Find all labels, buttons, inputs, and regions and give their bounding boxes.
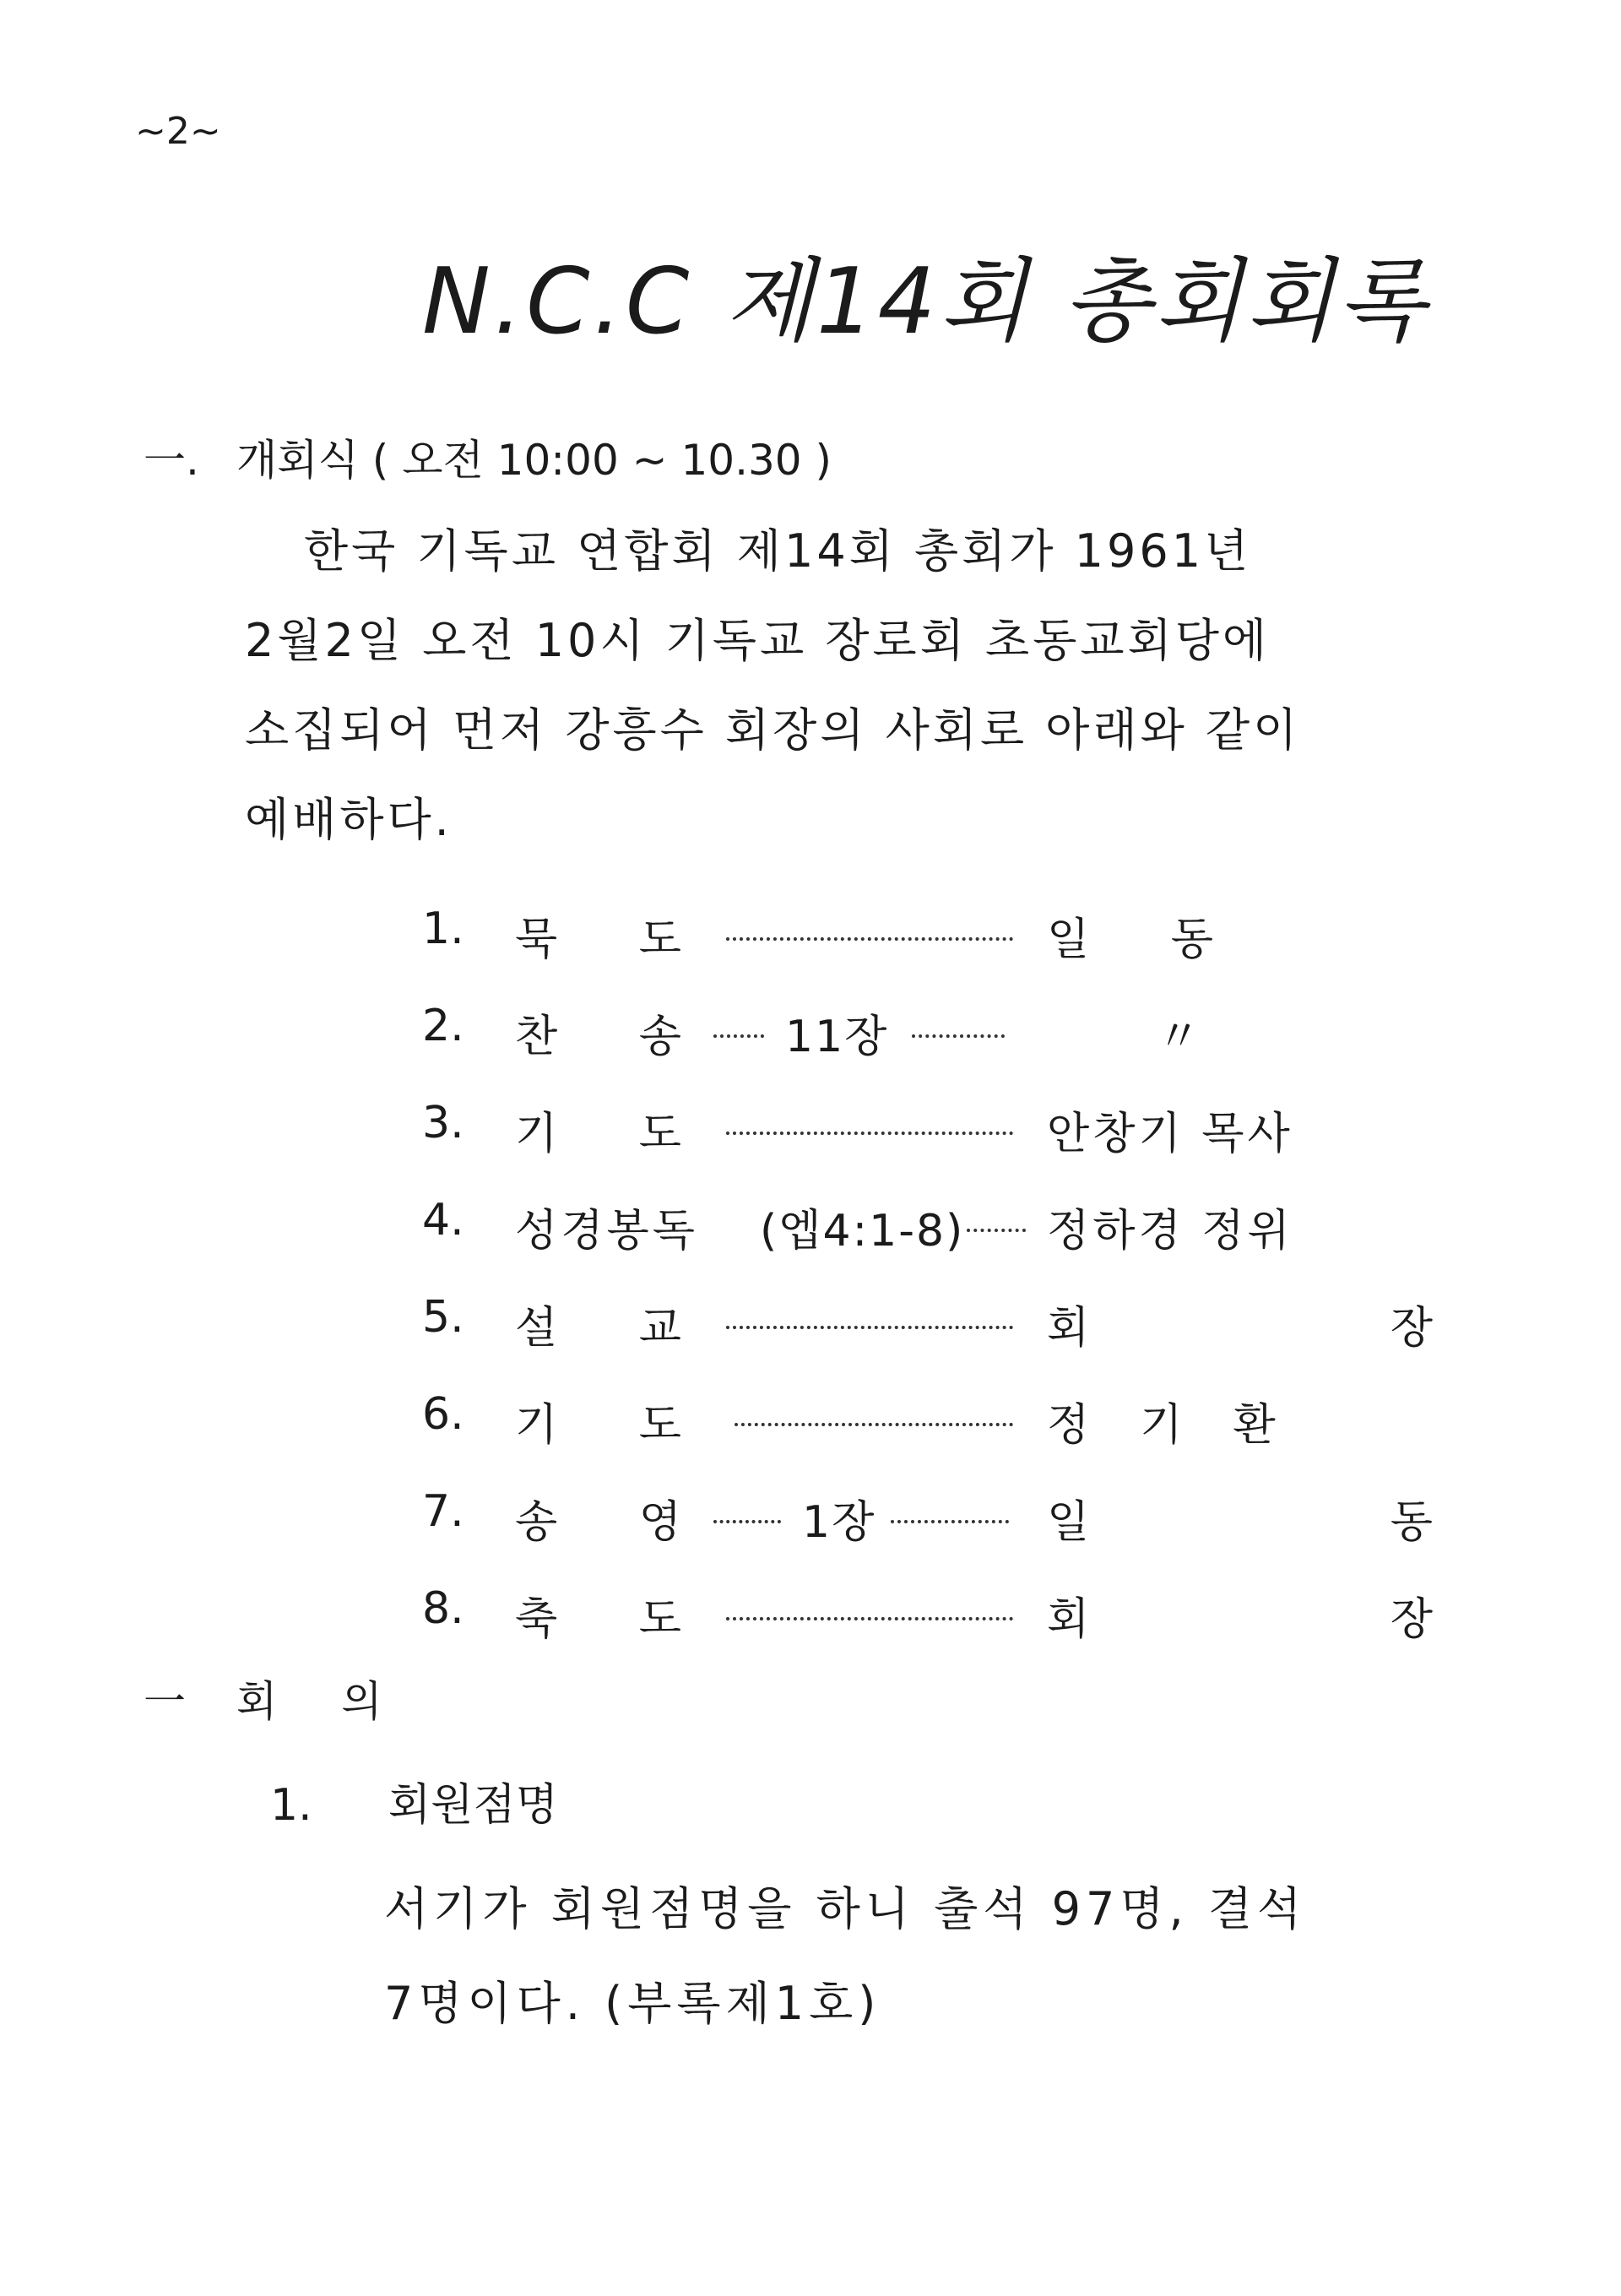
program-item-name: 설 교 — [515, 1303, 715, 1354]
paragraph-line: 예배하다. — [245, 793, 453, 846]
leader-dots — [735, 1423, 1013, 1426]
program-person: 정하경 정위 — [1047, 1206, 1293, 1257]
document-title: N.C.C 제14회 총회회록 — [422, 249, 1429, 355]
program-detail: 11장 — [785, 1012, 889, 1062]
meeting-item-heading — [270, 1769, 558, 1832]
section-marker: 一. — [144, 436, 199, 485]
program-person: 회 장 — [1047, 1303, 1576, 1354]
leader-dots — [967, 1229, 1026, 1232]
paragraph-line: 2월2일 오전 10시 기독교 장로회 초동교회당에 — [245, 614, 1271, 667]
program-item-name: 찬 송 — [515, 1012, 715, 1062]
program-person: 〃 — [1157, 1012, 1235, 1062]
program-detail: (엡4:1-8) — [760, 1206, 965, 1257]
leader-dots — [726, 1326, 1013, 1329]
program-item-name: 성경봉독 — [515, 1206, 698, 1257]
program-number: 4. — [422, 1195, 464, 1246]
paragraph-line: 소집되어 먼저 강흥수 회장의 사회로 아래와 같이 — [245, 703, 1301, 757]
section-marker: 一 — [144, 1677, 186, 1726]
opening-paragraph — [245, 507, 1461, 865]
program-item-name: 묵 도 — [515, 915, 715, 965]
program-number: 6. — [422, 1389, 464, 1440]
section-heading-opening — [144, 426, 832, 487]
leader-dots — [726, 937, 1013, 941]
roll-call-line: 서기가 회원점명을 하니 출석 97명, 결석 — [384, 1882, 1307, 1935]
program-item — [422, 1486, 1576, 1583]
roll-call-paragraph — [384, 1862, 1306, 2051]
program-item — [422, 1292, 1576, 1389]
program-item-name: 기 도 — [515, 1109, 715, 1159]
program-item — [422, 1583, 1576, 1680]
roll-call-line: 7명이다. (부록제1호) — [384, 1977, 881, 2030]
program-person: 안창기 목사 — [1047, 1109, 1293, 1159]
worship-program-list — [422, 904, 1576, 1680]
leader-dots — [891, 1520, 1009, 1523]
program-detail: 1장 — [802, 1497, 876, 1548]
program-number: 8. — [422, 1583, 464, 1634]
program-person: 일 동 — [1047, 915, 1247, 965]
program-item — [422, 1098, 1317, 1195]
leader-dots — [726, 1132, 1013, 1135]
program-item — [422, 1389, 1326, 1486]
section-heading-text: 회 의 — [236, 1677, 408, 1726]
program-item — [422, 904, 1317, 1001]
program-person: 일 동 — [1047, 1497, 1576, 1548]
program-number: 7. — [422, 1486, 464, 1537]
page-number: ~2~ — [135, 110, 221, 153]
program-item-name: 축 도 — [515, 1594, 715, 1645]
program-number: 3. — [422, 1098, 464, 1148]
leader-dots — [912, 1034, 1005, 1038]
program-item — [422, 1001, 1317, 1098]
program-number: 2. — [422, 1001, 464, 1051]
leader-dots — [713, 1034, 764, 1038]
program-item-name: 기 도 — [515, 1400, 715, 1451]
leader-dots — [726, 1617, 1013, 1620]
section-heading-meeting — [144, 1668, 408, 1729]
program-number: 5. — [422, 1292, 464, 1343]
meeting-item-label: 회원점명 — [388, 1780, 558, 1831]
leader-dots — [713, 1520, 781, 1523]
meeting-item-number: 1. — [270, 1780, 312, 1831]
program-item-name: 송 영 — [515, 1497, 715, 1548]
paragraph-line: 한국 기독교 연합회 제14회 총회가 1961년 — [304, 524, 1252, 578]
program-person: 정기환 — [1047, 1400, 1326, 1451]
program-item — [422, 1195, 1317, 1292]
section-heading-text: 개회식 ( 오전 10:00 ~ 10.30 ) — [236, 436, 832, 485]
program-number: 1. — [422, 904, 464, 954]
program-person: 회 장 — [1047, 1594, 1576, 1645]
